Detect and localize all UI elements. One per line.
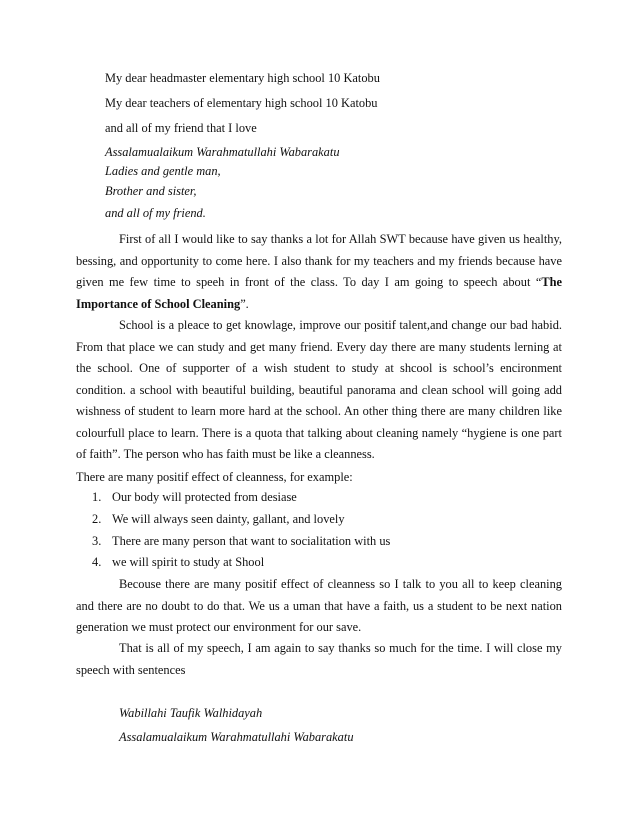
- list-number: 1.: [92, 490, 102, 504]
- list-text: we will spirit to study at Shool: [112, 555, 265, 570]
- para1-end: ”.: [240, 296, 249, 311]
- greeting-line: My dear teachers of elementary high school 10 Katobu: [105, 96, 378, 110]
- closing-line: Wabillahi Taufik Walhidayah: [119, 706, 263, 720]
- list-intro: There are many positif effect of cleanness, for example:: [76, 470, 353, 484]
- greeting-line: and all of my friend that I love: [105, 121, 257, 135]
- speech-title: The Importance of School Cleaning: [76, 275, 562, 311]
- greeting-line-italic: and all of my friend.: [105, 206, 206, 220]
- list-number: 3.: [92, 533, 102, 548]
- list-number: 2.: [92, 511, 102, 526]
- list-text: Our body will protected from desiase: [112, 490, 297, 504]
- greeting-line-italic: Assalamualaikum Warahmatullahi Wabarakatu: [105, 145, 340, 159]
- effects-list: [92, 487, 390, 574]
- list-item: [92, 487, 390, 509]
- list-text: We will always seen dainty, gallant, and lovely: [112, 511, 345, 526]
- paragraph-school: School is a pleace to get knowlage, improve our positif talent,and change our bad habid. From that place we can study and get many friend. Every day there are many students lerning at the school. One of supporter of a wish student to study at shcool is school’s encironment condition. a school with beautiful building, beautiful panorama and clean school will going add wishness of student to learn more hard at the school. An other thing there are many children like colourfull place to learn. There is a quota that talking about cleaning namely “hygiene is one part of faith”. The person who has faith must be like a cleanness.: [76, 318, 562, 461]
- greeting-line-italic: Ladies and gentle man,: [105, 164, 221, 178]
- list-item: [92, 552, 390, 574]
- closing-line: Assalamualaikum Warahmatullahi Wabarakatu: [119, 730, 354, 744]
- list-number: 4.: [92, 555, 102, 570]
- greeting-line-italic: Brother and sister,: [105, 184, 197, 198]
- para1-text: First of all I would like to say thanks a lot for Allah SWT because have given us healthy, bessing, and opportunity to come here. I also thank for my teachers and my friends because have given me few time to speeh in front of the class. To day I am going to speech about “: [76, 232, 562, 289]
- list-text: There are many person that want to socialitation with us: [112, 533, 391, 548]
- list-item: [92, 531, 390, 553]
- greeting-line: My dear headmaster elementary high school 10 Katobu: [105, 71, 380, 85]
- list-item: [92, 509, 390, 531]
- paragraph-becouse: Becouse there are many positif effect of cleanness so I talk to you all to keep cleaning and there are no doubt to do that. We us a uman that have a faith, us a student to be next nation generation we must protect our environment for our save.: [76, 577, 562, 634]
- paragraph-intro: [76, 229, 562, 315]
- paragraph-closing: That is all of my speech, I am again to say thanks so much for the time. I will close my speech with sentences: [76, 641, 562, 677]
